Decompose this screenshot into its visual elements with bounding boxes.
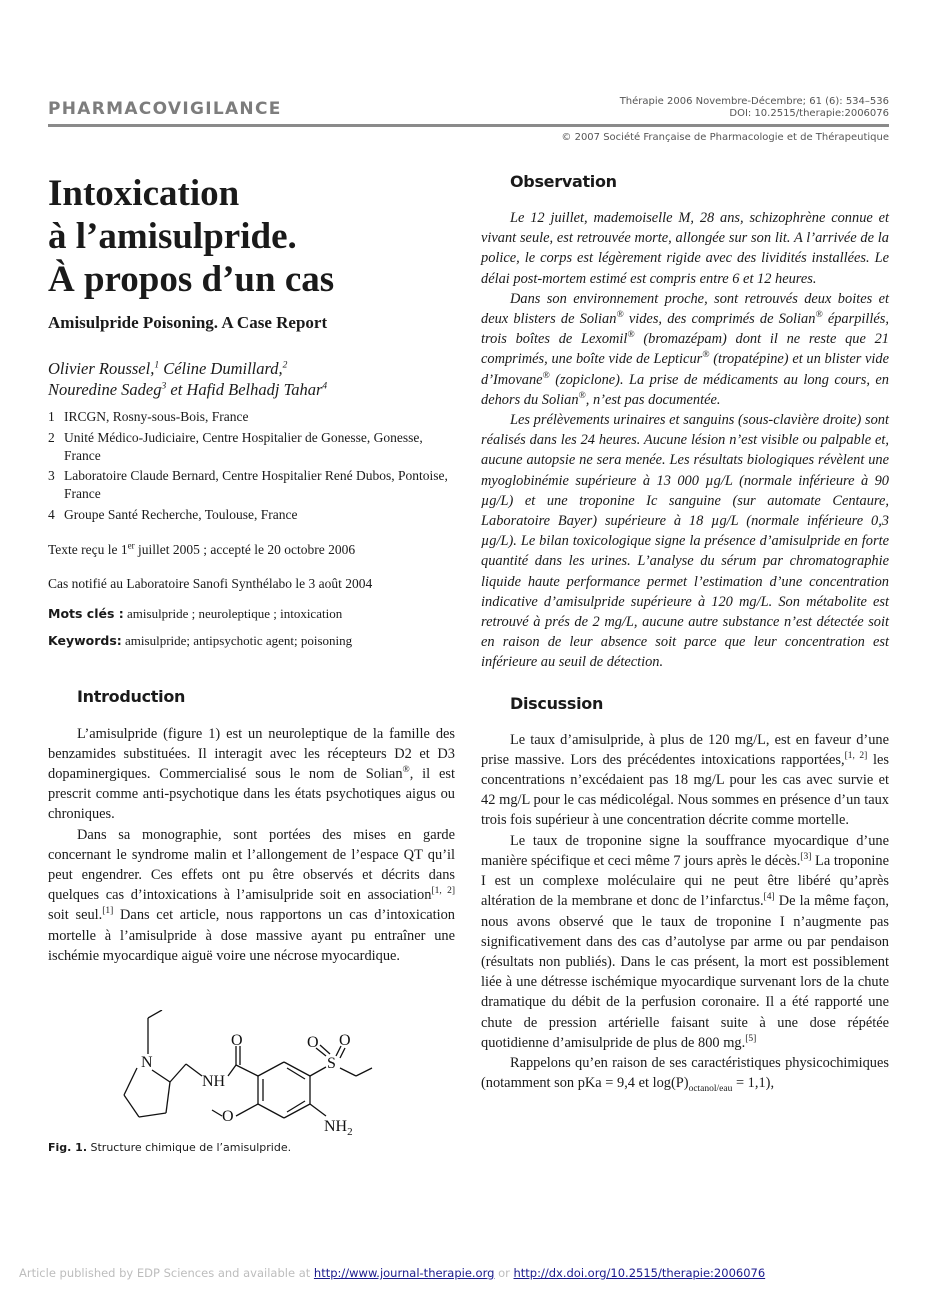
keywords: Keywords: amisulpride; antipsychotic agent; poisoning (48, 632, 353, 648)
affiliation-item: 4 Groupe Santé Recherche, Toulouse, France (48, 506, 298, 522)
atom-label: O (231, 1032, 243, 1049)
footer-availability: Article published by EDP Sciences and available at http://www.journal-therapie.org or http://dx.doi.org/10.2515/therapie:2006076 (19, 1266, 766, 1280)
atom-label: $NH_2$ (324, 1118, 353, 1135)
title-line: À propos d’un cas (48, 259, 335, 300)
title-line: à l’amisulpride. (48, 216, 297, 257)
journal-issue: Thérapie 2006 Novembre-Décembre; 61 (6): 534–536 (619, 96, 889, 107)
journal-link[interactable]: http://www.journal-therapie.org (313, 1266, 495, 1280)
atom-label: S (327, 1055, 336, 1072)
case-notified: Cas notifié au Laboratoire Sanofi Synthélabo le 3 août 2004 (48, 575, 373, 591)
header-rule (48, 124, 889, 127)
article-subtitle: Amisulpride Poisoning. A Case Report (48, 313, 328, 332)
atom-label: N (141, 1054, 153, 1071)
atom-label: O (339, 1032, 351, 1049)
observation-heading: Observation (510, 172, 617, 191)
author-list (48, 358, 455, 400)
figure-caption: Fig. 1. Structure chimique de l’amisulpride. (48, 1141, 292, 1154)
copyright-notice: © 2007 Société Française de Pharmacologie et de Thérapeutique (561, 132, 889, 143)
journal-citation (620, 96, 889, 120)
affiliation-list (48, 408, 455, 524)
paragraph: Le taux d’amisulpride, à plus de 120 mg/L, est en faveur d’une prise massive. Lors des précédentes intoxications rapportées,[1, 2] les concentrations n’excédaient pas 18 mg/L pour les cas avec survie et 42 mg/L pour le cas médicolégal. Nous sommes en présence d’un taux trois fois supérieur à une concentration décrite comme mortelle. (481, 731, 889, 829)
paragraph: Dans son environnement proche, sont retrouvés deux boites et deux blisters de Solian® vides, des comprimés de Solian® éparpillés, trois boîtes de Lexomil® (bromazépam) dont il ne reste que 21 comprimés, une boîte vide de Lepticur® (tropatépine) et un blister vide d’Imovane® (zopiclone). La prise de médicaments au long cours, en dehors du Solian®, n’est pas documentée. (481, 290, 890, 408)
mots-cles: Mots clés : amisulpride ; neuroleptique ; intoxication (48, 605, 343, 621)
authors-line: Olivier Roussel,$^1$ Céline Dumillard,$^2$ (48, 359, 288, 378)
affiliation-item: 3 Laboratoire Claude Bernard, Centre Hospitalier René Dubos, Pontoise, France (48, 468, 448, 501)
introduction-body (48, 724, 455, 966)
paragraph: Rappelons qu’en raison de ses caractéristiques physicochimiques (notamment son pKa = 9,4 et $\log(P)_{octanol/eau} = 1,1$), (481, 1054, 889, 1094)
authors-line: Nouredine Sadeg$^3$ et Hafid Belhadj Tahar$^4$ (48, 380, 328, 399)
paragraph: Le taux de troponine signe la souffrance myocardique d’une manière spécifique et ceci même 7 jours après le décès.[3] La troponine I est un complexe moléculaire qui ne peut être libéré qu’après altération de la membrane et donc de l’infarctus.[4] De la même façon, nous avons observé que le taux de troponine I n’augmente pas significativement dans des cas d’autolyse par arme ou par pendaison (résultats non publiés). Dans le cas présent, la mort est possiblement liée à une détresse ischémique myocardique survenant lors de la chute dramatique du débit de la perfusion coronaire. Il a été rapporté une chute de pression artérielle faisant suite à une dose répétée quotidienne d’amisulpride de plus de 800 mg.[5] (481, 832, 889, 1051)
atom-label: O (222, 1108, 234, 1125)
paragraph: Les prélèvements urinaires et sanguins (sous-clavière droite) sont réalisés dans les 24 heures. Aucune lésion n’est visible ou palpable et, aucune autopsie ne sera menée. Les résultats biologiques révèlent une myoglobinémie supérieure à 13 000 µg/L (normale inférieure à 90 µg/L) et une troponine Ic sanguine (sur automate Centaure, Laboratoire Bayer) supérieure à 18 µg/L (normale inférieure 0,3 µg/L). Le bilan toxicologique signe la présence d’amisulpride en forte quantité dans les urines. L’analyse du sérum par chromatographie liquide haute performance permet l’estimation d’une concentration indicative d’amisulpride supérieure à 120 mg/L. Son métabolite est retrouvé à prés de 2 mg/L, aucune autre substance n’est détectée soit en raison de leur absence soit parce que leur concentration est inférieure au seuil de détection. (481, 412, 889, 671)
paragraph: L’amisulpride (figure 1) est un neuroleptique de la famille des benzamides substituées. Il interagit avec les récepteurs D2 et D3 dopaminergiques. Commercialisé sous le nom de Solian®, il est prescrit comme anti-psychotique dans les états psychotiques aigus ou chroniques. (48, 725, 455, 823)
atom-label: NH (202, 1073, 226, 1090)
affiliation-item: 1 IRCGN, Rosny-sous-Bois, France (48, 409, 249, 424)
section-label: PHARMACOVIGILANCE (48, 99, 282, 119)
amisulpride-structure (104, 1010, 394, 1135)
discussion-heading: Discussion (510, 693, 604, 713)
left-column (48, 172, 455, 966)
article-title (48, 172, 455, 301)
paragraph: Le 12 juillet, mademoiselle M, 28 ans, schizophrène connue et vivant seule, est retrouvée morte, allongée sur son lit. A l’arrivée de la police, le corps est légèrement rigide avec des lividités installées. Le délai post-mortem estimé est compris entre 6 et 12 heures. (481, 210, 889, 287)
affiliation-item: 2 Unité Médico-Judiciaire, Centre Hospitalier de Gonesse, Gonesse, France (48, 429, 423, 463)
discussion-body (481, 730, 889, 1100)
right-column (481, 172, 889, 1099)
introduction-heading: Introduction (77, 686, 186, 706)
doi-link[interactable]: http://dx.doi.org/10.2515/therapie:2006076 (513, 1266, 766, 1280)
received-dates: Texte reçu le 1er juillet 2005 ; accepté le 20 octobre 2006 (48, 540, 356, 557)
atom-label: O (307, 1034, 319, 1051)
paragraph: Dans sa monographie, sont portées des mises en garde concernant le syndrome malin et l’allongement de l’espace QT qu’il peut engendrer. Ces effets ont pu être observés et décrits dans quelques cas d’intoxications à l’amisulpride soit en association[1, 2] soit seul.[1] Dans cet article, nous rapportons un cas d’intoxication mortelle à l’amisulpride à dose massive ayant pu entraîner une ischémie myocardique aiguë voire une nécrose myocardique. (48, 826, 456, 964)
journal-doi: DOI: 10.2515/therapie:2006076 (729, 108, 889, 119)
observation-body (481, 208, 889, 673)
title-line: Intoxication (48, 173, 240, 214)
